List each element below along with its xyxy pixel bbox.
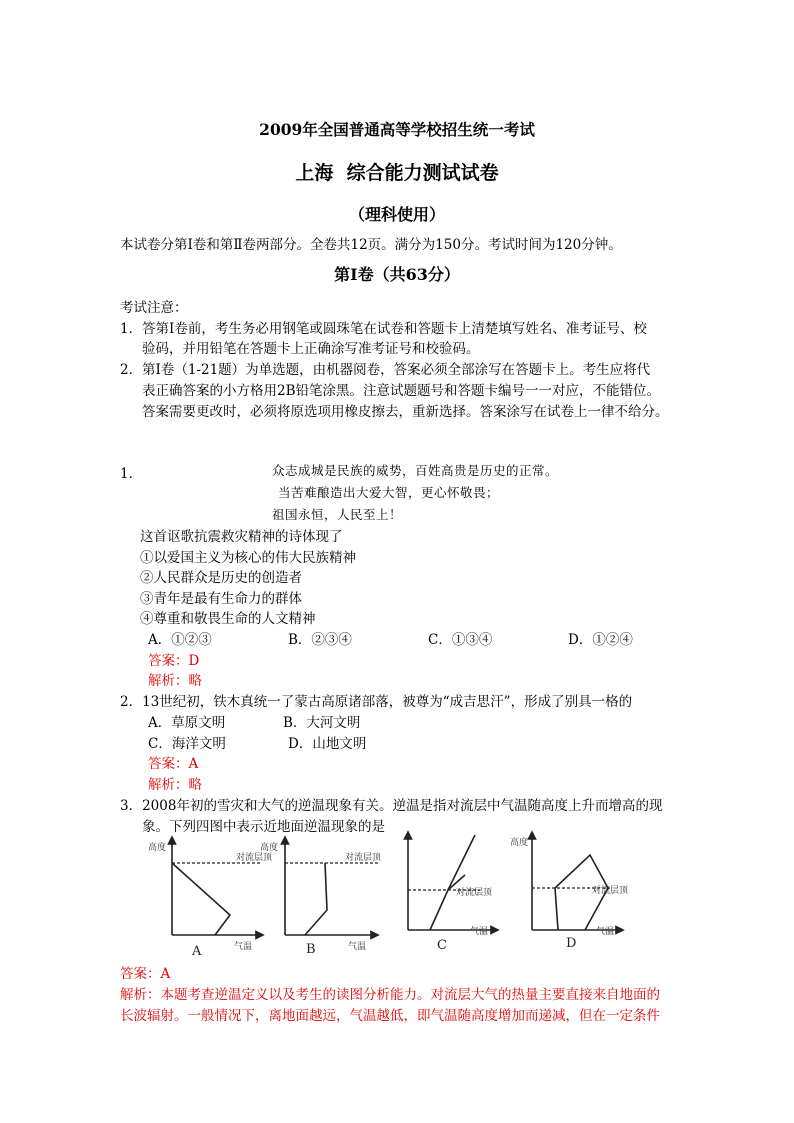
x-axis-label: 气温 xyxy=(234,942,253,952)
question-number: 1． xyxy=(120,466,143,482)
notice-item-num: 1． xyxy=(120,321,143,337)
y-axis-label: 高度 xyxy=(260,843,279,853)
dashed-label: 对流层顶 xyxy=(592,886,629,896)
answer: 答案：D xyxy=(148,653,200,669)
graph-letter: D xyxy=(566,936,577,951)
paper-subtitle: （理科使用） xyxy=(348,205,445,224)
statement: ③青年是最有生命力的群体 xyxy=(140,591,302,607)
option-c: C．海洋文明 xyxy=(148,736,226,752)
y-axis-label: 高度 xyxy=(148,843,167,853)
option-d: D．①②④ xyxy=(568,632,633,648)
paper-title: 上海 综合能力测试试卷 xyxy=(295,162,499,184)
analysis: 解析：本题考查逆温定义以及考生的读图分析能力。对流层大气的热量主要直接来自地面的 xyxy=(120,987,660,1003)
statement: ④尊重和敬畏生命的人文精神 xyxy=(140,611,316,627)
question-stem: 2．13世纪初，铁木真统一了蒙古高原诸部落，被尊为“成吉思汗”，形成了别具一格的 xyxy=(120,694,633,710)
graph-letter: C xyxy=(437,938,447,953)
graph-b xyxy=(260,840,382,957)
notice-heading: 考试注意： xyxy=(120,300,188,316)
dashed-label: 对流层顶 xyxy=(456,888,493,898)
answer: 答案：A xyxy=(120,966,171,982)
notice-item-line: 第Ⅰ卷（1-21题）为单选题，由机器阅卷，答案必须全部涂写在答题卡上。考生应将代 xyxy=(142,362,651,378)
analysis: 解析：略 xyxy=(148,777,202,793)
option-a: A．草原文明 xyxy=(148,715,226,731)
graph-letter: B xyxy=(306,942,316,957)
poem-line: 众志成城是民族的威势，百姓高贵是历史的正常。 xyxy=(272,463,559,478)
poem-line: 祖国永恒，人民至上！ xyxy=(272,507,403,522)
graph-letter: A xyxy=(192,944,202,959)
section-title: 第Ⅰ卷（共63分） xyxy=(334,265,460,284)
statement: ①以爱国主义为核心的伟大民族精神 xyxy=(140,550,356,566)
notice-item-line: 表正确答案的小方格用2B铅笔涂黑。注意试题题号和答题卡编号一一对应，不能错位。 xyxy=(142,383,661,399)
y-axis-label: 高度 xyxy=(510,838,529,848)
statement: ②人民群众是历史的创造者 xyxy=(140,570,302,586)
notice-item-num: 2． xyxy=(120,362,143,378)
option-b: B．大河文明 xyxy=(283,715,361,731)
analysis: 长波辐射。一般情况下，离地面越远，气温越低，即气温随高度增加而递减，但在一定条件 xyxy=(120,1008,660,1024)
poem-line: 当苦难酿造出大爱大智，更心怀敬畏； xyxy=(278,485,500,500)
answer: 答案：A xyxy=(148,756,199,772)
x-axis-label: 气温 xyxy=(348,942,367,952)
option-b: B．②③④ xyxy=(288,632,352,648)
notice-item-line: 验码，并用铅笔在答题卡上正确涂写准考证号和校验码。 xyxy=(142,341,480,357)
x-axis-label: 气温 xyxy=(470,927,489,937)
question-stem: 3．2008年初的雪灾和大气的逆温现象有关。逆温是指对流层中气温随高度上升而增高的现 xyxy=(120,798,663,814)
question-stem: 象。下列四图中表示近地面逆温现象的是 xyxy=(142,819,385,835)
paper-intro: 本试卷分第Ⅰ卷和第Ⅱ卷两部分。全卷共12页。满分为150分。考试时间为120分钟。 xyxy=(120,237,622,253)
x-axis-label: 气温 xyxy=(596,927,615,937)
notice-item-line: 答第Ⅰ卷前，考生务必用钢笔或圆珠笔在试卷和答题卡上清楚填写姓名、准考证号、校 xyxy=(142,321,647,337)
notice-item-line: 答案需要更改时，必须将原选项用橡皮擦去，重新选择。答案涂写在试卷上一律不给分。 xyxy=(142,404,669,420)
graph-a xyxy=(148,840,273,959)
question-stem: 这首讴歌抗震救灾精神的诗体现了 xyxy=(140,529,343,545)
graph-d xyxy=(510,835,629,951)
dashed-label: 对流层顶 xyxy=(345,853,382,863)
option-d: D．山地文明 xyxy=(288,736,367,752)
option-c: C．①③④ xyxy=(428,632,493,648)
analysis: 解析：略 xyxy=(148,673,202,689)
inversion-graphs xyxy=(140,830,680,960)
graph-c xyxy=(408,835,495,953)
exam-title: 2009年全国普通高等学校招生统一考试 xyxy=(259,120,535,139)
dashed-label: 对流层顶 xyxy=(236,853,273,863)
option-a: A．①②③ xyxy=(148,632,212,648)
